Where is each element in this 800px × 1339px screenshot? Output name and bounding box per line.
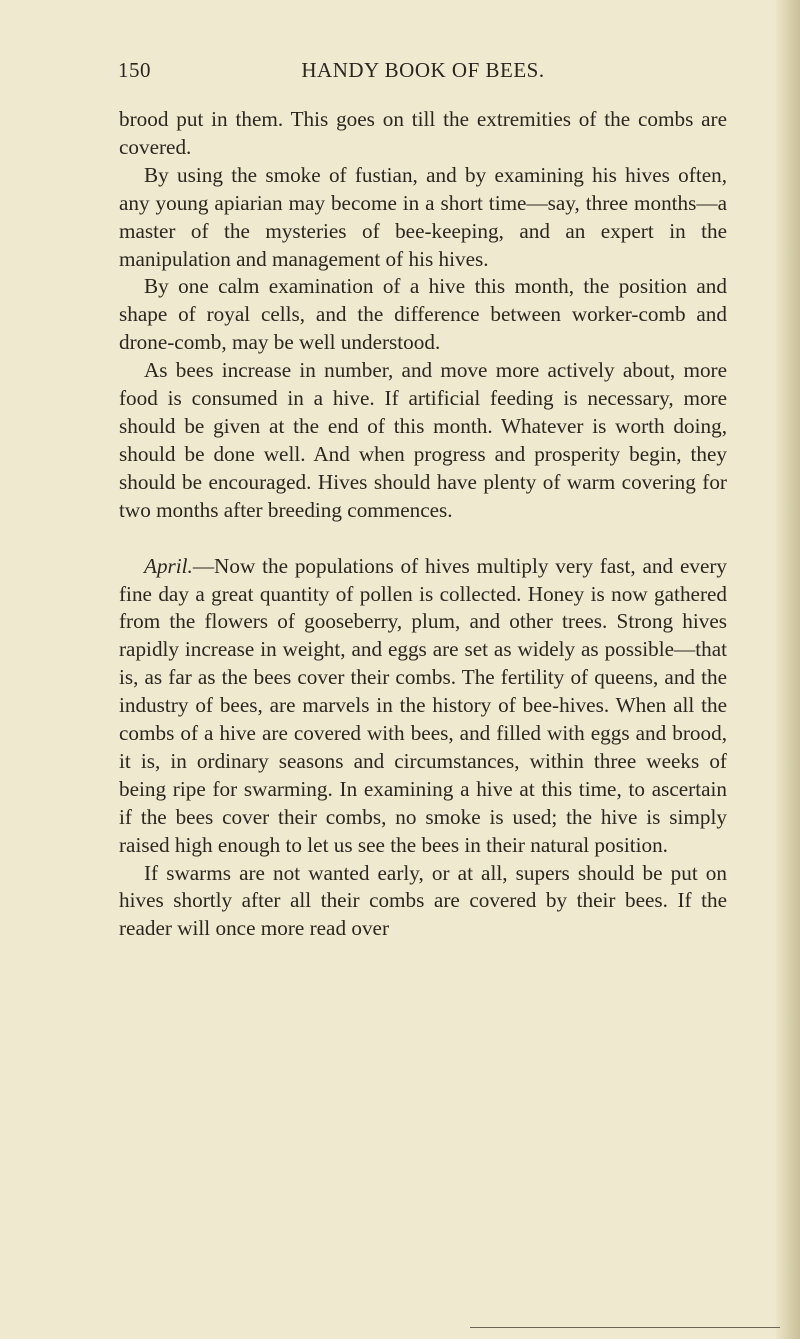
- page-edge-shadow: [774, 0, 800, 1339]
- body-text: [119, 106, 727, 943]
- page-bottom-edge: [470, 1327, 780, 1328]
- april-text: —Now the populations of hives multiply very fast, and every fine day a great quantity of pollen is collected. Honey is now gathered from the flowers of gooseberry, plum, and other trees. Strong hives rapidly increase in weight, and eggs are set as widely as possible—that is, as far as the bees cover their combs. The fertility of queens, and the industry of bees, are marvels in the history of bee-hives. When all the combs of a hive are covered with bees, and filled with eggs and brood, it is, in ordinary seasons and circumstances, within three weeks of being ripe for swarming. In examining a hive at this time, to ascertain if the bees cover their combs, no smoke is used; the hive is simply raised high enough to let us see the bees in their natural position.: [119, 553, 727, 857]
- page-number: 150: [118, 58, 151, 82]
- paragraph-2: By using the smoke of fustian, and by examining his hives often, any young apiarian may become in a short time—say, three months—a master of the mysteries of bee-keeping, and an expert in the manipulation and management of his hives.: [119, 162, 727, 271]
- running-head: HANDY BOOK OF BEES.: [301, 58, 545, 82]
- page-header: [118, 58, 728, 88]
- paragraph-1: brood put in them. This goes on till the extremities of the combs are covered.: [119, 107, 727, 159]
- paragraph-4: As bees increase in number, and move more actively about, more food is consumed in a hive. If artificial feeding is necessary, more should be given at the end of this month. Whatever is worth doing, should be done well. And when progress and prosperity begin, they should be encouraged. Hives should have plenty of warm covering for two months after breeding commences.: [119, 358, 727, 522]
- paragraph-3: By one calm examination of a hive this month, the position and shape of royal cells, and the difference between worker-comb and drone-comb, may be well understood.: [119, 274, 727, 355]
- april-heading: April.: [144, 553, 193, 578]
- section-gap: [119, 525, 727, 553]
- paragraph-6: If swarms are not wanted early, or at all, supers should be put on hives shortly after all their combs are covered by their bees. If the reader will once more read over: [119, 860, 727, 941]
- paragraph-april: [119, 553, 727, 860]
